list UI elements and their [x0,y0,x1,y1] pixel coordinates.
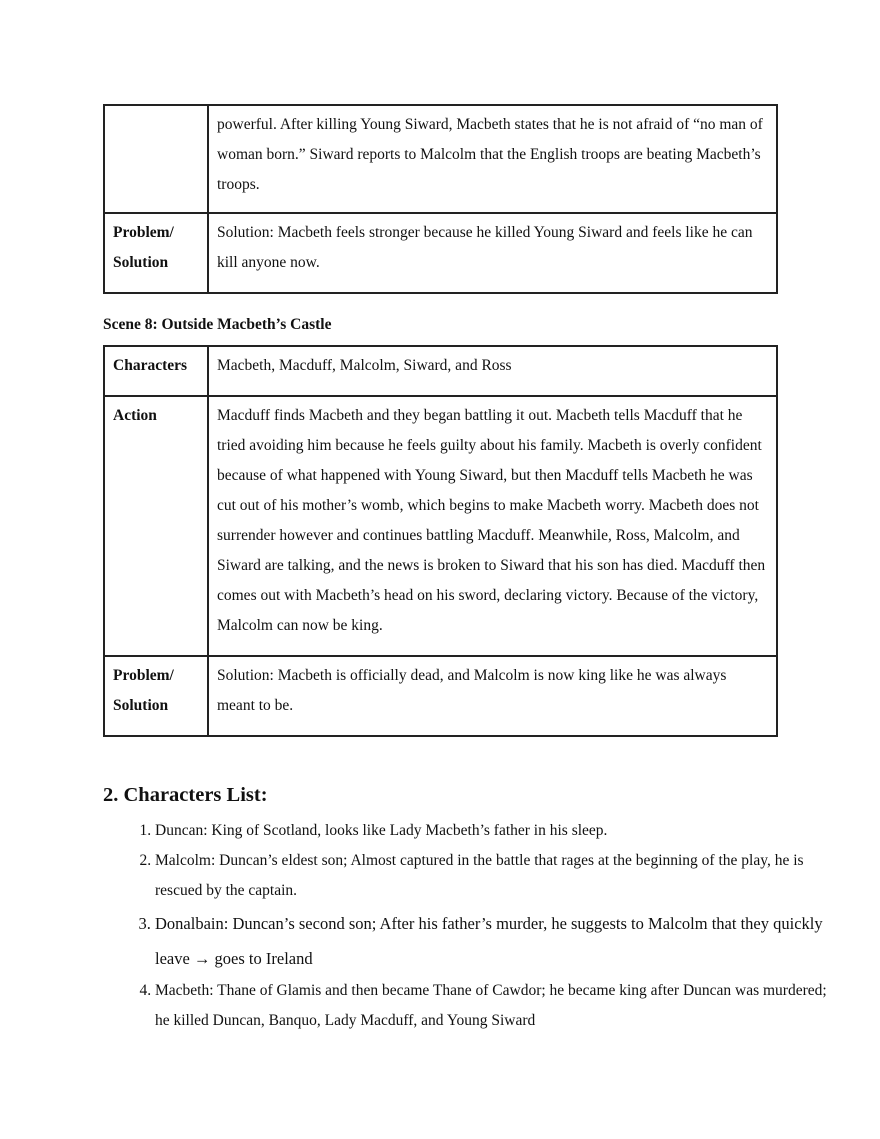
row-text: Macbeth, Macduff, Malcolm, Siward, and Ross [208,346,777,396]
row-label-problem-solution: Problem/ Solution [104,656,208,736]
row-text: Macduff finds Macbeth and they began battling it out. Macbeth tells Macduff that he tried avoiding him because he feels guilty about his family. Macbeth is overly confident because of what happened with Young Siward, but then Macduff tells Macbeth he was cut out of his mother’s womb, which begins to make Macbeth worry. Macbeth does not surrender however and continues battling Macduff. Meanwhile, Ross, Malcolm, and Siward are talking, and the news is broken to Siward that his son has died. Macduff then comes out with Macbeth’s head on his sword, declaring victory. Because of the victory, Malcolm can now be king. [208,396,777,656]
row-label-characters: Characters [104,346,208,396]
scene-heading: Scene 8: Outside Macbeth’s Castle [103,316,332,333]
row-label-problem-solution: Problem/ Solution [104,213,208,293]
table-row [104,656,777,736]
list-item: 4. Macbeth: Thane of Glamis and then became Thane of Cawdor; he became king after Duncan was murdered; he killed Duncan, Banquo, Lady Macduff, and Young Siward [155,976,835,1036]
table-row [104,105,777,213]
section-heading: 2. Characters List: [103,784,268,806]
table-row [104,213,777,293]
row-label [104,105,208,213]
scene8-table [103,345,778,737]
scene7-table-continued [103,104,778,294]
list-item: 2. Malcolm: Duncan’s eldest son; Almost captured in the battle that rages at the beginning of the play, he is rescued by the captain. [155,846,835,906]
row-text: powerful. After killing Young Siward, Macbeth states that he is not afraid of “no man of woman born.” Siward reports to Malcolm that the English troops are beating Macbeth’s troops. [208,105,777,213]
row-text: Solution: Macbeth feels stronger because he killed Young Siward and feels like he can kill anyone now. [208,213,777,293]
row-label-action: Action [104,396,208,656]
characters-list [103,816,835,1036]
list-item: 3. Donalbain: Duncan’s second son; After his father’s murder, he suggests to Malcolm that they quickly leave → goes to Ireland [155,906,835,976]
row-text: Solution: Macbeth is officially dead, and Malcolm is now king like he was always meant to be. [208,656,777,736]
table-row [104,346,777,396]
list-item: 1. Duncan: King of Scotland, looks like Lady Macbeth’s father in his sleep. [155,816,835,846]
table-row [104,396,777,656]
